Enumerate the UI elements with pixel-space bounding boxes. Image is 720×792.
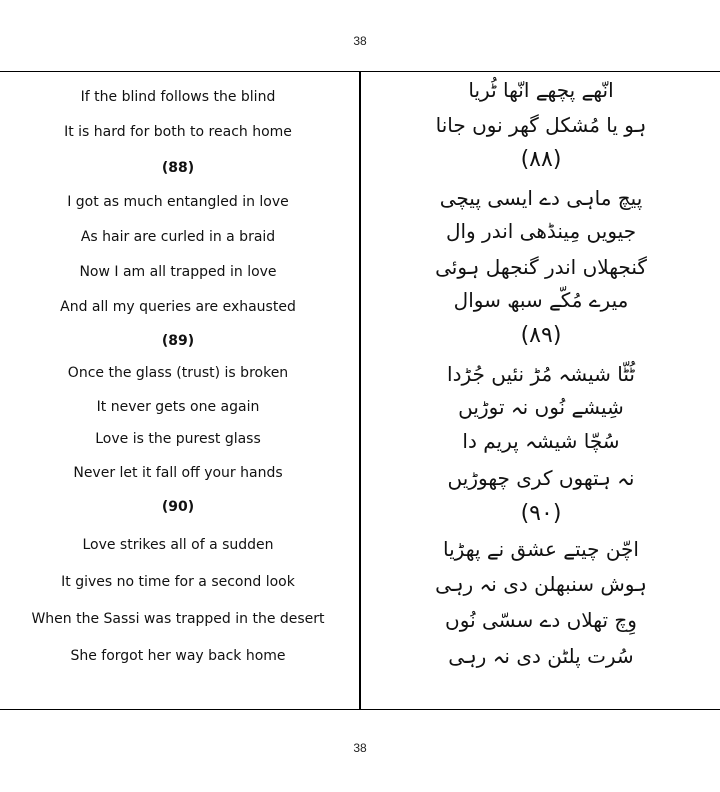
english-line: It never gets one again <box>96 399 260 415</box>
english-line: It is hard for both to reach home <box>64 124 292 140</box>
page-number-bottom: 38 <box>353 741 367 755</box>
urdu-line: انّھے پچھے انّھا ٹُریا <box>468 78 614 102</box>
urdu-line: اچّن چیتے عشق نے پھڑیا <box>443 537 639 561</box>
urdu-line: ہو یا مُشکل گھر نوں جانا <box>435 113 647 137</box>
english-line: When the Sassi was trapped in the desert <box>31 611 325 627</box>
urdu-line: نہ ہتھوں کری چھوڑیں <box>447 466 635 490</box>
verse-number-urdu: (۸۸) <box>520 147 562 172</box>
verse-number-urdu: (۸۹) <box>520 323 562 348</box>
urdu-line: سُرت پلٹن دی نہ رہی <box>448 644 634 668</box>
english-line: Never let it fall off your hands <box>73 465 283 481</box>
page-number-top: 38 <box>353 34 367 48</box>
urdu-line: ہوش سنبھلن دی نہ رہی <box>435 572 647 596</box>
urdu-line: میرے مُکّے سبھ سوال <box>453 288 629 312</box>
bottom-rule <box>0 709 720 710</box>
english-line: She forgot her way back home <box>70 648 286 664</box>
column-divider <box>359 72 361 710</box>
urdu-line: سُچّا شیشہ پریم دا <box>462 429 620 453</box>
english-line: Now I am all trapped in love <box>79 264 277 280</box>
english-line: If the blind follows the blind <box>80 89 276 105</box>
verse-number-urdu: (۹۰) <box>520 501 562 526</box>
urdu-line: گنجھلاں اندر گنجھل ہوئی <box>435 255 647 279</box>
english-line: It gives no time for a second look <box>61 574 295 590</box>
english-line: I got as much entangled in love <box>67 194 289 210</box>
english-line: And all my queries are exhausted <box>60 299 296 315</box>
verse-number: (89) <box>161 333 195 349</box>
urdu-line: ٹُٹّا شیشہ مُڑ نئیں جُڑدا <box>447 362 635 386</box>
verse-number: (90) <box>161 499 195 515</box>
urdu-line: پیچ ماہی دے ایسی پیچی <box>439 186 643 210</box>
english-line: Love strikes all of a sudden <box>82 537 274 553</box>
urdu-line: شِیشے نُوں نہ توڑیں <box>458 395 624 419</box>
english-line: As hair are curled in a braid <box>80 229 276 245</box>
english-line: Love is the purest glass <box>95 431 261 447</box>
urdu-line: جیویں مِینڈھی اندر وال <box>445 219 637 243</box>
urdu-line: وِچ تھلاں دے سسّی نُوں <box>445 608 637 632</box>
verse-number: (88) <box>161 160 195 176</box>
english-line: Once the glass (trust) is broken <box>67 365 289 381</box>
